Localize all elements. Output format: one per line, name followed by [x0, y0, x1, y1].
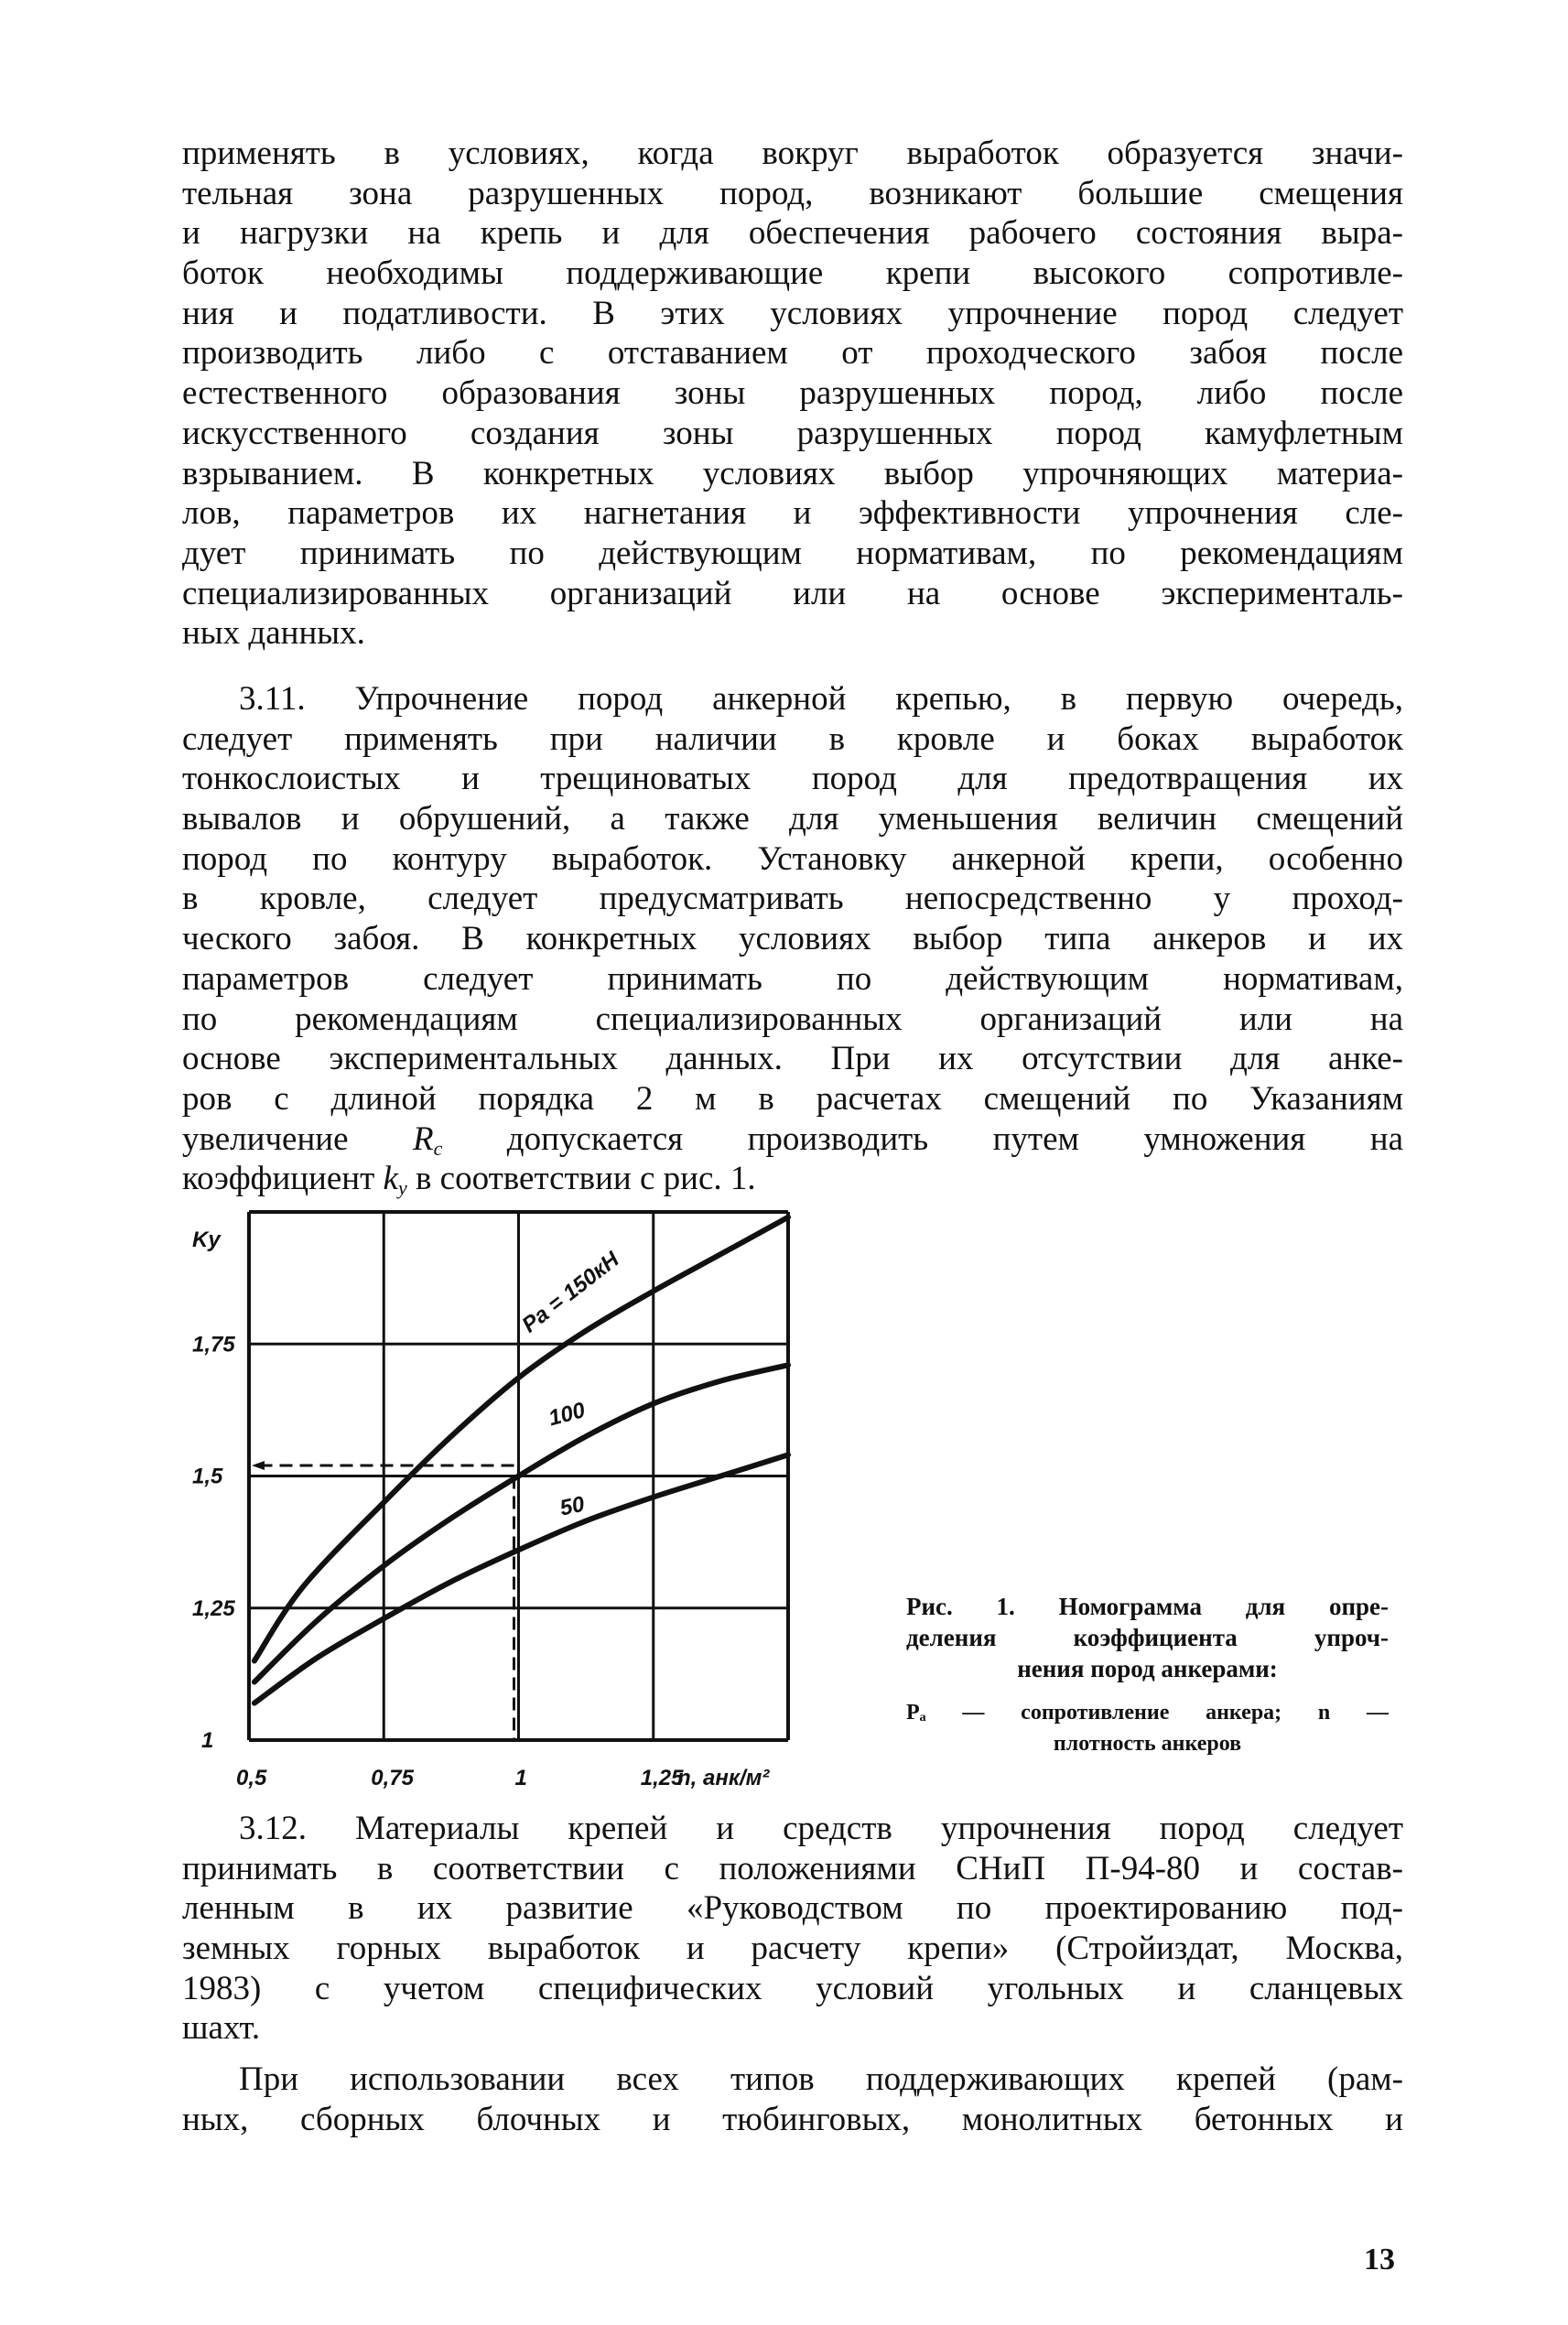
y-tick-label: 1,75	[192, 1332, 235, 1357]
text-line: специализированных организаций или на основе эксперименталь-	[182, 574, 1403, 612]
text-line: земных горных выработок и расчету крепи» (Стройиздат, Москва,	[182, 1930, 1403, 1968]
caption-title-line: Рис. 1. Номограмма для опре-	[906, 1593, 1389, 1620]
text-line: по рекомендациям специализированных организаций или на	[182, 1000, 1403, 1038]
curve-label: 100	[546, 1398, 589, 1432]
text-line: искусственного создания зоны разрушенных пород камуфлетным	[182, 414, 1403, 452]
figure-caption	[906, 1591, 1389, 1759]
text-line: лов, параметров их нагнетания и эффективности упрочнения сле-	[182, 494, 1403, 533]
text-line: При использовании всех типов поддерживающих крепей (рам-	[239, 2060, 1403, 2098]
text-line: вывалов и обрушений, а также для уменьшения величин смещений	[182, 800, 1403, 838]
math-variable: R	[412, 1119, 434, 1158]
text-line: параметров следует принимать по действующим нормативам,	[182, 959, 1403, 998]
text-segment: увеличение	[182, 1119, 413, 1158]
text-segment: допускается производить путем умножения на	[442, 1119, 1403, 1158]
text-line: и нагрузки на крепь и для обеспечения рабочего состояния выра-	[182, 214, 1403, 253]
x-tick-label: 1	[514, 1766, 527, 1790]
math-variable: k	[383, 1160, 398, 1198]
caption-legend-line: плотность анкеров	[1053, 1732, 1242, 1756]
curve-series-0	[254, 1217, 788, 1661]
y-tick-label: 1,25	[192, 1595, 235, 1621]
text-line: ния и податливости. В этих условиях упрочнение пород следует	[182, 294, 1403, 332]
paragraph-p-3-11	[182, 679, 1403, 1199]
x-axis-label: n, анк/м²	[677, 1766, 770, 1790]
x-tick-label: 0,5	[236, 1766, 267, 1790]
text-line: ленным в их развитие «Руководством по проектированию под-	[182, 1889, 1403, 1928]
nomogram-chart	[165, 1190, 860, 1812]
text-line: 3.12. Материалы крепей и средств упрочнения пород следует	[239, 1810, 1403, 1847]
text-line: в кровле, следует предусматривать непосредственно у проход-	[182, 880, 1403, 918]
paragraph-p-3-12	[182, 1809, 1403, 2049]
text-line: ных данных.	[182, 614, 365, 653]
paragraph-p-supports	[182, 2060, 1403, 2139]
curve-label: Pa = 150кН	[517, 1247, 624, 1338]
text-line	[182, 1119, 1403, 1160]
text-line: ров с длиной порядка 2 м в расчетах смещений по Указаниям	[182, 1079, 1403, 1118]
text-line: 1983) с учетом специфических условий угольных и сланцевых	[182, 1969, 1403, 2007]
curve-series-1	[254, 1365, 788, 1682]
caption-title-line: нения пород анкерами:	[1017, 1655, 1278, 1682]
text-line: основе экспериментальных данных. При их отсутствии для анке-	[182, 1040, 1403, 1078]
paragraph-p-continued	[182, 134, 1403, 654]
text-line: пород по контуру выработок. Установку анкерной крепи, особенно	[182, 839, 1403, 878]
curve-series-2	[254, 1454, 788, 1703]
text-line: шахт.	[182, 2009, 261, 2048]
text-line: ных, сборных блочных и тюбинговых, монолитных бетонных и	[182, 2100, 1403, 2138]
chart-curves	[254, 1217, 788, 1703]
text-line: тельная зона разрушенных пород, возникают большие смещения	[182, 174, 1403, 212]
y-tick-label: 1	[201, 1728, 214, 1753]
text-line: взрыванием. В конкретных условиях выбор упрочняющих материа-	[182, 454, 1403, 492]
caption-legend-line: Pₐ — сопротивление анкера; n —	[906, 1701, 1389, 1725]
text-segment: коэффициент	[182, 1160, 384, 1198]
text-line: дует принимать по действующим нормативам, по рекомендациям	[182, 534, 1403, 572]
curve-label: 50	[557, 1491, 587, 1521]
text-line: боток необходимы поддерживающие крепи высокого сопротивле-	[182, 254, 1403, 293]
caption-title-line: деления коэффициента упроч-	[906, 1624, 1389, 1651]
y-axis-label: Kу	[192, 1227, 221, 1252]
text-line: применять в условиях, когда вокруг выработок образуется значи-	[182, 135, 1403, 172]
y-tick-label: 1,5	[192, 1464, 223, 1489]
text-line: 3.11. Упрочнение пород анкерной крепью, в первую очередь,	[239, 680, 1403, 718]
x-tick-label: 0,75	[371, 1766, 414, 1790]
page-number: 13	[1364, 2243, 1395, 2276]
x-tick-label: 1,25	[640, 1766, 684, 1790]
text-line: производить либо с отставанием от проходческого забоя после	[182, 334, 1403, 373]
arrow-left-icon	[252, 1461, 265, 1470]
text-segment: в соответствии с рис. 1.	[406, 1160, 756, 1198]
text-line: естественного образования зоны разрушенных пород, либо после	[182, 374, 1403, 413]
text-line: принимать в соответствии с положениями СНиП П-94-80 и состав-	[182, 1849, 1403, 1887]
text-line: следует применять при наличии в кровле и боках выработок	[182, 719, 1403, 758]
math-subscript: c	[433, 1136, 443, 1160]
text-line: тонкослоистых и трещиноватых пород для предотвращения их	[182, 760, 1403, 798]
text-line: ческого забоя. В конкретных условиях выбор типа анкеров и их	[182, 920, 1403, 958]
math-subscript: y	[397, 1176, 407, 1200]
